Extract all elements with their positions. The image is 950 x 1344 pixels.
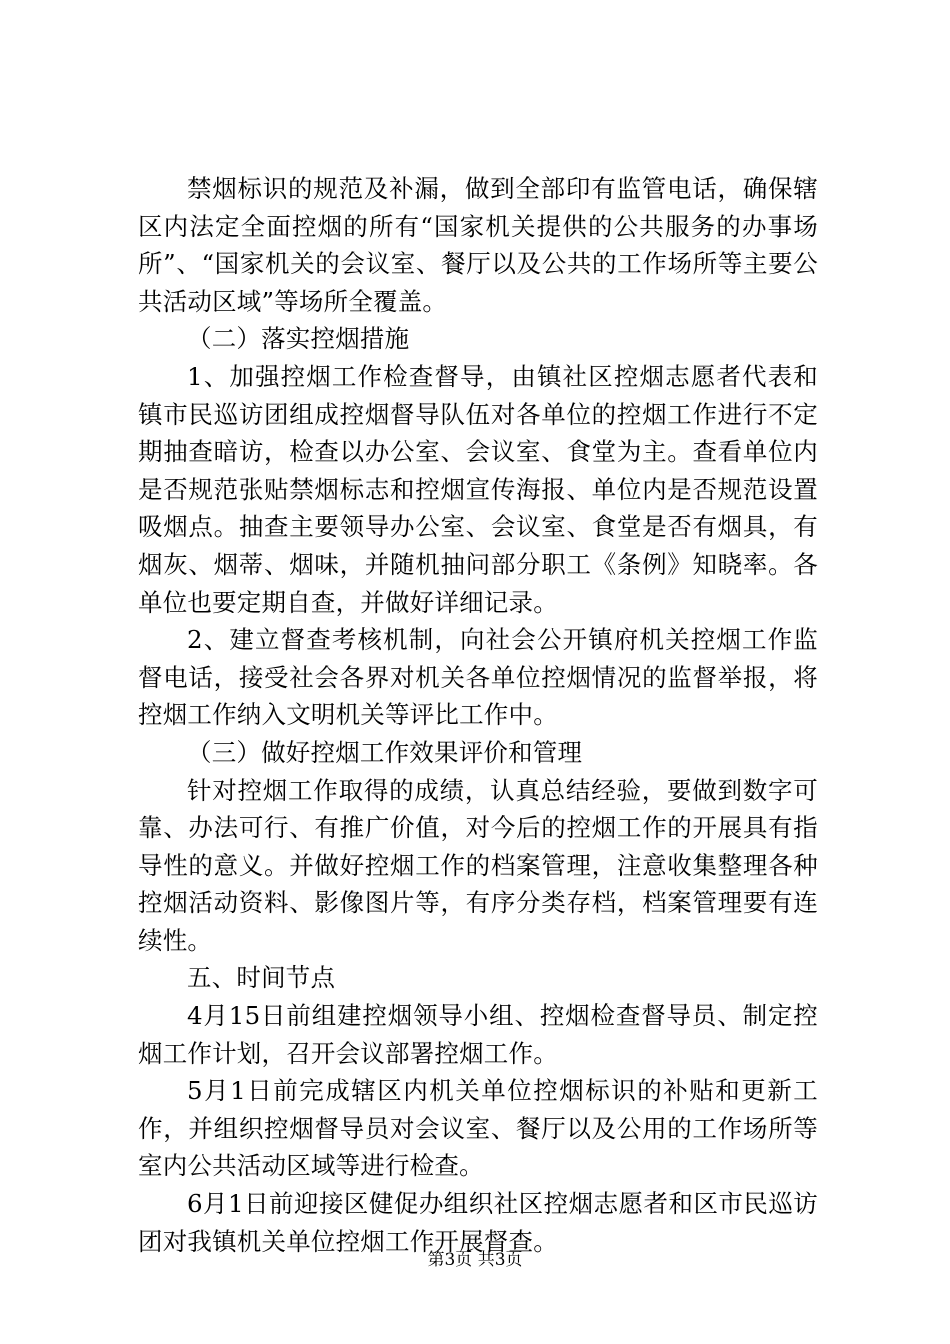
paragraph-assessment: 2、建立督查考核机制，向社会公开镇府机关控烟工作监督电话，接受社会各界对机关各单位控烟情况的监督举报，将控烟工作纳入文明机关等评比工作中。 (138, 625, 818, 730)
document-body (138, 170, 818, 1260)
paragraph-evaluation: 针对控烟工作取得的成绩，认真总结经验，要做到数字可靠、办法可行、有推广价值，对今后的控烟工作的开展具有指导性的意义。并做好控烟工作的档案管理，注意收集整理各种控烟活动资料、影像图片等，有序分类存档，档案管理要有连续性。 (138, 775, 818, 955)
timeline-item-june: 6月1日前迎接区健促办组织社区控烟志愿者和区市民巡访团对我镇机关单位控烟工作开展督查。 (138, 1189, 818, 1256)
paragraph-inspection: 1、加强控烟工作检查督导，由镇社区控烟志愿者代表和镇市民巡访团组成控烟督导队伍对各单位的控烟工作进行不定期抽查暗访，检查以办公室、会议室、食堂为主。查看单位内是否规范张贴禁烟标志和控烟宣传海报、单位内是否规范设置吸烟点。抽查主要领导办公室、会议室、食堂是否有烟具，有烟灰、烟蒂、烟味，并随机抽问部分职工《条例》知晓率。各单位也要定期自查，并做好详细记录。 (138, 361, 818, 617)
paragraph-signage: 禁烟标识的规范及补漏，做到全部印有监管电话，确保辖区内法定全面控烟的所有“国家机关提供的公共服务的办事场所”、“国家机关的会议室、餐厅以及公共的工作场所等主要公共活动区域”等场所全覆盖。 (138, 174, 818, 316)
section-heading-timeline: 五、时间节点 (187, 963, 336, 993)
page-number-footer: 第3页 共3页 (427, 1250, 523, 1270)
timeline-item-may: 5月1日前完成辖区内机关单位控烟标识的补贴和更新工作，并组织控烟督导员对会议室、餐厅以及公用的工作场所等室内公共活动区域等进行检查。 (138, 1076, 818, 1181)
section-heading-measures: （二）落实控烟措施 (187, 324, 410, 354)
section-heading-evaluation: （三）做好控烟工作效果评价和管理 (187, 737, 583, 767)
timeline-item-april: 4月15日前组建控烟领导小组、控烟检查督导员、制定控烟工作计划，召开会议部署控烟工作。 (138, 1001, 818, 1068)
